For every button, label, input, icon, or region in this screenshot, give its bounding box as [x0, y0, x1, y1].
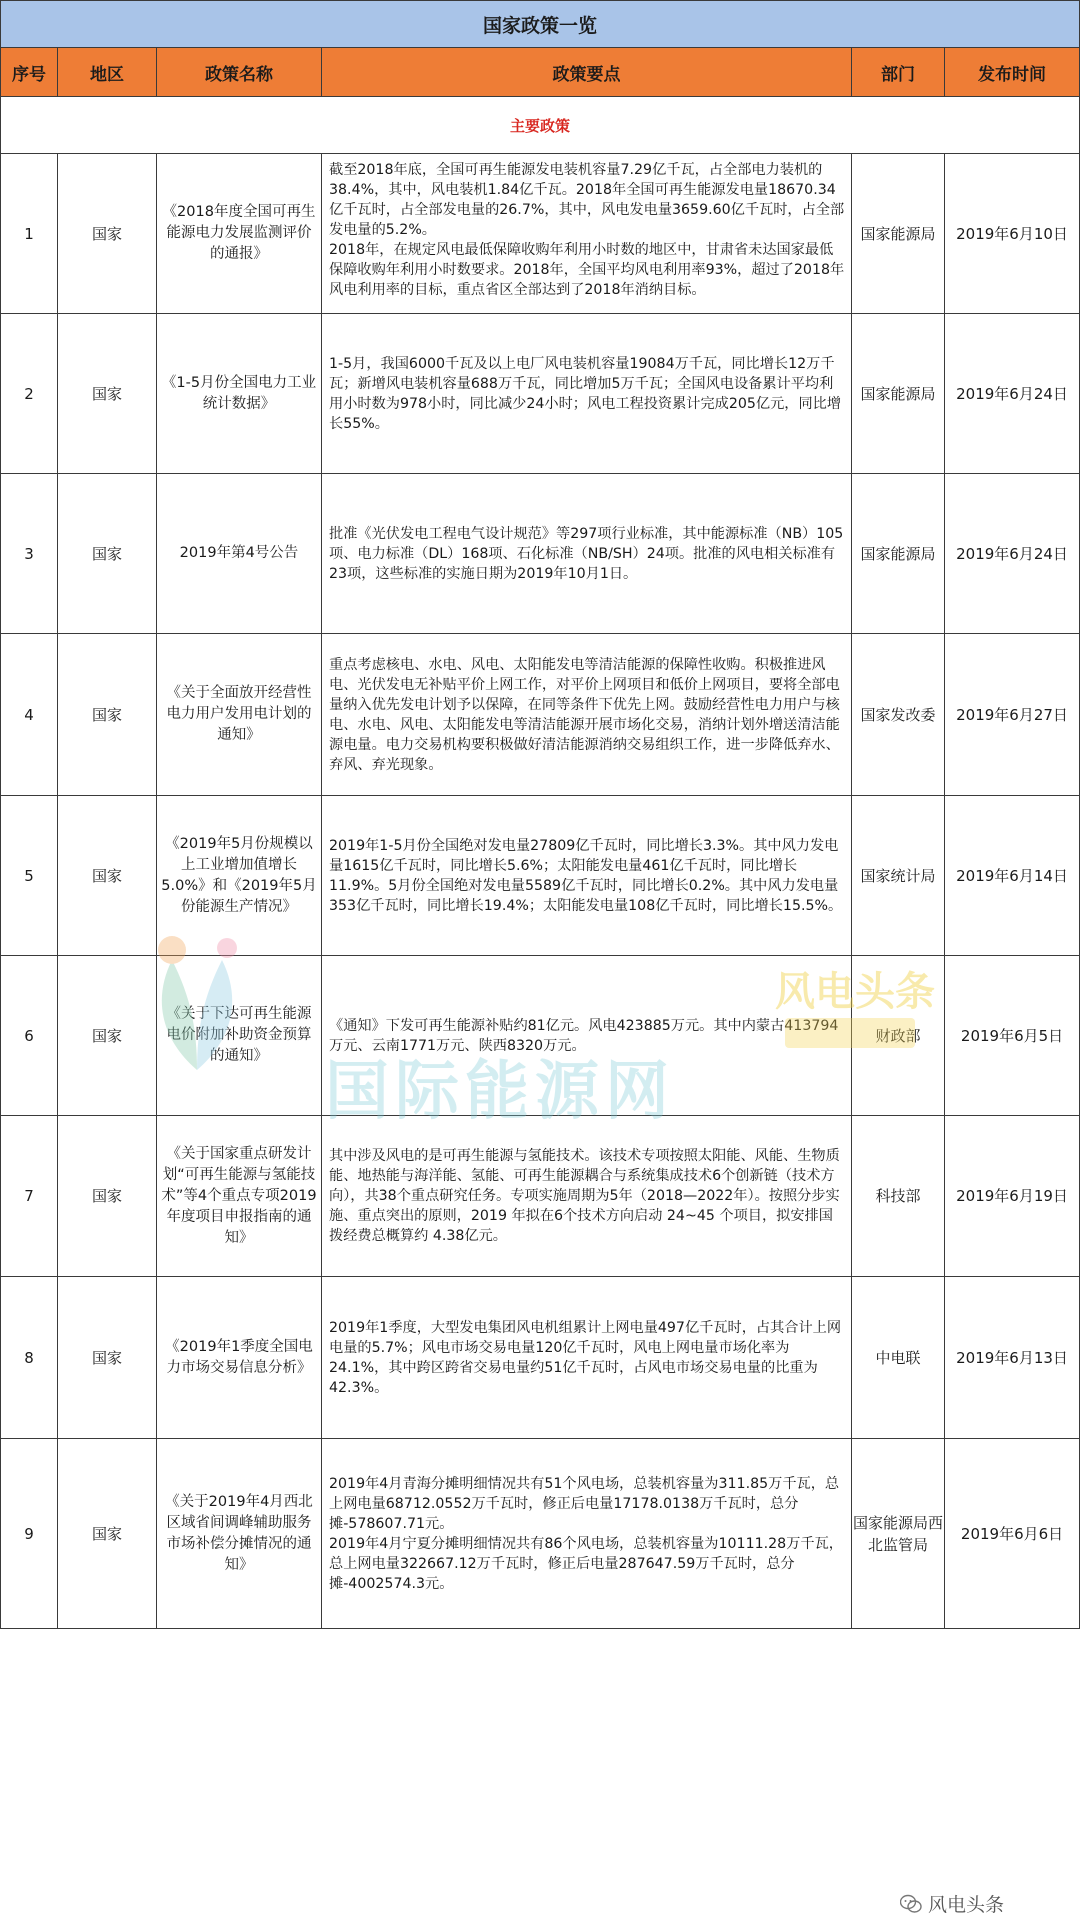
table-row	[1, 154, 1080, 314]
table-row	[1, 1277, 1080, 1439]
header-region: 地区	[58, 48, 157, 97]
row-no: 3	[1, 474, 58, 634]
row-date: 2019年6月6日	[945, 1439, 1080, 1629]
row-points: 2019年1-5月份全国绝对发电量27809亿千瓦时，同比增长3.3%。其中风力发电量1615亿千瓦时，同比增长5.6%；太阳能发电量461亿千瓦时，同比增长11.9%。5月份全国绝对发电量5589亿千瓦时，同比增长0.2%。其中风力发电量353亿千瓦时，同比增长19.4%；太阳能发电量108亿千瓦时，同比增长15.5%。	[322, 796, 852, 956]
row-date: 2019年6月10日	[945, 154, 1080, 314]
row-dept: 科技部	[852, 1116, 945, 1277]
row-points: 2019年1季度，大型发电集团风电机组累计上网电量497亿千瓦时，占其合计上网电量的5.7%；风电市场交易电量120亿千瓦时，风电上网电量市场化率为24.1%，其中跨区跨省交易电量约51亿千瓦时，占风电市场交易电量的比重为42.3%。	[322, 1277, 852, 1439]
row-date: 2019年6月24日	[945, 474, 1080, 634]
row-policy-name: 《1-5月份全国电力工业统计数据》	[157, 314, 322, 474]
row-dept: 国家能源局	[852, 314, 945, 474]
row-dept: 财政部	[852, 956, 945, 1116]
table-row	[1, 796, 1080, 956]
footer-brand-text: 风电头条	[928, 1894, 1005, 1916]
watermark-text: 国际能源网	[325, 1055, 675, 1129]
row-points: 批准《光伏发电工程电气设计规范》等297项行业标准，其中能源标准（NB）105项、电力标准（DL）168项、石化标准（NB/SH）24项。批准的风电相关标准有23项，这些标准的实施日期为2019年10月1日。	[322, 474, 852, 634]
row-policy-name: 《关于国家重点研发计划“可再生能源与氢能技术”等4个重点专项2019年度项目申报指南的通知》	[157, 1116, 322, 1277]
row-dept: 国家能源局	[852, 154, 945, 314]
row-policy-name: 《关于全面放开经营性电力用户发用电计划的通知》	[157, 634, 322, 796]
row-policy-name: 《关于下达可再生能源电价附加补助资金预算的通知》	[157, 956, 322, 1116]
row-no: 5	[1, 796, 58, 956]
row-no: 6	[1, 956, 58, 1116]
wechat-icon	[900, 1894, 922, 1914]
row-region: 国家	[58, 956, 157, 1116]
row-no: 4	[1, 634, 58, 796]
row-no: 7	[1, 1116, 58, 1277]
row-region: 国家	[58, 474, 157, 634]
row-points: 截至2018年底，全国可再生能源发电装机容量7.29亿千瓦，占全部电力装机的38.4%，其中，风电装机1.84亿千瓦。2018年全国可再生能源发电量18670.34亿千瓦时，占全部发电量的26.7%，其中，风电发电量3659.60亿千瓦时，占全部发电量的5.2%。 2018年，在规定风电最低保障收购年利用小时数的地区中，甘肃省未达国家最低保障收购年利用小时数要求。2018年，全国平均风电利用率93%，超过了2018年风电利用率的目标，重点省区全部达到了2018年消纳目标。	[322, 154, 852, 314]
header-name: 政策名称	[157, 48, 322, 97]
row-region: 国家	[58, 1439, 157, 1629]
row-points: 其中涉及风电的是可再生能源与氢能技术。该技术专项按照太阳能、风能、生物质能、地热能与海洋能、氢能、可再生能源耦合与系统集成技术6个创新链（技术方向），共38个重点研究任务。专项实施周期为5年（2018—2022年）。按照分步实施、重点突出的原则，2019 年拟在6个技术方向启动 24~45 个项目，拟安排国拨经费总概算约 4.38亿元。	[322, 1116, 852, 1277]
header-points: 政策要点	[322, 48, 852, 97]
row-dept: 中电联	[852, 1277, 945, 1439]
section-row	[1, 97, 1080, 154]
row-date: 2019年6月24日	[945, 314, 1080, 474]
row-region: 国家	[58, 154, 157, 314]
row-no: 9	[1, 1439, 58, 1629]
row-policy-name: 《2018年度全国可再生能源电力发展监测评价的通报》	[157, 154, 322, 314]
row-dept: 国家能源局	[852, 474, 945, 634]
row-region: 国家	[58, 1116, 157, 1277]
row-points: 重点考虑核电、水电、风电、太阳能发电等清洁能源的保障性收购。积极推进风电、光伏发电无补贴平价上网工作，对平价上网项目和低价上网项目，要将全部电量纳入优先发电计划予以保障，在同等条件下优先上网。鼓励经营性电力用户与核电、水电、风电、太阳能发电等清洁能源开展市场化交易，消纳计划外增送清洁能源电量。电力交易机构要积极做好清洁能源消纳交易组织工作，进一步降低弃水、弃风、弃光现象。	[322, 634, 852, 796]
table-title-row	[1, 1, 1080, 48]
row-points: 1-5月，我国6000千瓦及以上电厂风电装机容量19084万千瓦，同比增长12万千瓦；新增风电装机容量688万千瓦，同比增加5万千瓦；全国风电设备累计平均利用小时数为978小时，同比减少24小时；风电工程投资累计完成205亿元，同比增长55%。	[322, 314, 852, 474]
row-region: 国家	[58, 314, 157, 474]
row-date: 2019年6月14日	[945, 796, 1080, 956]
row-dept: 国家发改委	[852, 634, 945, 796]
table-title: 国家政策一览	[1, 1, 1080, 48]
row-policy-name: 2019年第4号公告	[157, 474, 322, 634]
footer-brand	[900, 1890, 1004, 1917]
table-row	[1, 1116, 1080, 1277]
watermark-stamp: 风电头条	[775, 969, 935, 1015]
row-policy-name: 《2019年5月份规模以上工业增加值增长5.0%》和《2019年5月份能源生产情况》	[157, 796, 322, 956]
row-no: 8	[1, 1277, 58, 1439]
row-region: 国家	[58, 1277, 157, 1439]
row-date: 2019年6月19日	[945, 1116, 1080, 1277]
header-date: 发布时间	[945, 48, 1080, 97]
row-region: 国家	[58, 634, 157, 796]
row-dept: 国家统计局	[852, 796, 945, 956]
row-no: 1	[1, 154, 58, 314]
row-policy-name: 《关于2019年4月西北区域省间调峰辅助服务市场补偿分摊情况的通知》	[157, 1439, 322, 1629]
header-no: 序号	[1, 48, 58, 97]
table-row	[1, 1439, 1080, 1629]
row-points: 2019年4月青海分摊明细情况共有51个风电场，总装机容量为311.85万千瓦，总上网电量68712.0552万千瓦时，修正后电量17178.0138万千瓦时，总分摊-578607.71元。 2019年4月宁夏分摊明细情况共有86个风电场，总装机容量为10111.28万千瓦，总上网电量322667.12万千瓦时，修正后电量287647.59万千瓦时，总分摊-4002574.3元。	[322, 1439, 852, 1629]
row-policy-name: 《2019年1季度全国电力市场交易信息分析》	[157, 1277, 322, 1439]
table-row	[1, 634, 1080, 796]
table-row	[1, 474, 1080, 634]
section-label: 主要政策	[1, 97, 1080, 154]
row-region: 国家	[58, 796, 157, 956]
table-row	[1, 314, 1080, 474]
row-points: 《通知》下发可再生能源补贴约81亿元。风电423885万元。其中内蒙古413794万元、云南1771万元、陕西8320万元。	[322, 956, 852, 1116]
header-dept: 部门	[852, 48, 945, 97]
row-date: 2019年6月27日	[945, 634, 1080, 796]
row-dept: 国家能源局西北监管局	[852, 1439, 945, 1629]
row-date: 2019年6月13日	[945, 1277, 1080, 1439]
table-row	[1, 956, 1080, 1116]
row-date: 2019年6月5日	[945, 956, 1080, 1116]
table-header-row	[1, 48, 1080, 97]
row-no: 2	[1, 314, 58, 474]
